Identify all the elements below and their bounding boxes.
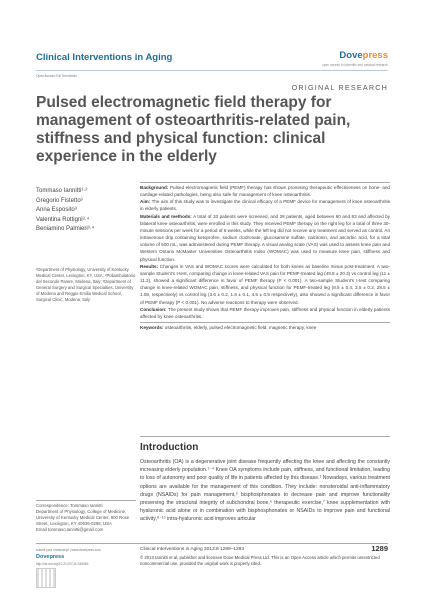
author: Valentina Rottigni³·⁴ bbox=[36, 216, 90, 223]
background-label: Background: bbox=[140, 185, 169, 190]
doi-link[interactable]: http://dx.doi.org/10.2147/CIA.S49083 bbox=[36, 562, 89, 566]
author-list bbox=[36, 187, 136, 235]
abstract-conclusion bbox=[140, 306, 390, 320]
results-text: Changes in VAS and WOMAC scores were calculated for both knees as baseline minus post-treatment. A two-sample Student’s t-test, comparing change in knee-related VAS pain for PEMF-treated leg (49.8 ± 20.3) vs control leg (11 ± 11.3), showed a significant difference in favor of PEMF therapy (P < 0.001). A two-sample Student’s t-test comparing change in knee-related WOMAC pain, stiffness, and physical function for PEMF-treated leg (8.5 ± 0.4, 3.5 ± 0.2, 28.5 ± 1.08, respectively) vs control leg (3.6 ± 0.2, 1.6 ± 0.1, 4.5 ± 0.5 respectively), also showed a significant difference in favor of PEMF therapy (P < 0.001). No adverse reactions to therapy were observed. bbox=[140, 263, 390, 305]
dovepress-small-logo[interactable]: Dovepress bbox=[36, 554, 65, 560]
author: Gregorio Fistetto³ bbox=[36, 197, 83, 204]
introduction-text: Osteoarthritis (OA) is a degenerative joint disease frequently affecting the knee and affecting the constantly increasing elderly population.¹⁻⁴ Knee OA symptoms include pain, stiffness, and functional limitation, leading to loss of autonomy and poor quality of life in patients affected by this disease.¹ Nowadays, various treatment options are available for the management of this condition. They include: nonsteroidal anti-inflammatory drugs (NSAIDs) for pain management,⁵ bisphosphonates to decrease pain and improve functionality preserving the structural integrity of subchondral bone,⁶ therapeutic exercise,⁷ knee supplementation with hyaluronic acid alone or in combination with bisphosphonates or NSAIDs to improve pain and functional activity,⁸⁻¹⁰ intra-hyaluronic acid improves articular bbox=[140, 459, 390, 523]
keywords-label: Keywords: bbox=[140, 324, 164, 330]
affiliations: ¹Department of Physiology, University of Kentucky Medical Center, Lexington, KY, USA; ²Poliambulatorio del Secondo Parere, Modena, Italy; ³Department of General Surgery and Surgical Specialties, University of Modena and Reggio Emilia Medical School, Surgical Clinic, Modena, Italy bbox=[36, 267, 136, 302]
results-label: Results: bbox=[140, 263, 159, 269]
introduction-heading: Introduction bbox=[140, 442, 199, 453]
author: Beniamino Palmieri³·⁴ bbox=[36, 226, 95, 233]
correspondence: Correspondence: Tommaso Iannitti Department of Physiology, College of Medicine, University of Kentucky Medical Center, 800 Rose Street, Lexington, KY 40536-0298, USA Email tommaso.iannitti@gmail.com bbox=[36, 503, 130, 533]
abstract bbox=[140, 184, 390, 331]
article-title: Pulsed electromagnetic field therapy for management of osteoarthritis-related pain, stiffness and physical function: clinical experience in the elderly bbox=[36, 94, 351, 165]
publisher-tagline: open access to scientific and medical research bbox=[322, 63, 388, 67]
author: Anna Esposito³ bbox=[36, 207, 77, 214]
author: Tommaso Iannitti¹·² bbox=[36, 188, 88, 194]
aim-label: Aim: bbox=[140, 199, 151, 205]
logo-press: press bbox=[362, 50, 388, 61]
conclusion-label: Conclusion: bbox=[140, 306, 167, 312]
abstract-methods bbox=[140, 213, 390, 263]
article-type: ORIGINAL RESEARCH bbox=[291, 83, 388, 92]
logo-dove: Dove bbox=[339, 50, 363, 61]
footer-divider bbox=[36, 543, 388, 544]
abstract-aim bbox=[140, 198, 390, 212]
abstract-top-rule bbox=[140, 182, 390, 183]
open-access-label: Open Access Full Text Article bbox=[36, 74, 78, 78]
footer-journal-citation: Clinical Interventions in Aging 2013:8 1289–1293 bbox=[140, 547, 245, 552]
methods-label: Materials and methods: bbox=[140, 213, 192, 219]
abstract-keywords bbox=[140, 322, 390, 331]
publisher-logo[interactable] bbox=[339, 50, 388, 61]
header-divider bbox=[36, 70, 388, 71]
page-number: 1289 bbox=[371, 544, 388, 553]
journal-name: Clinical Interventions in Aging bbox=[36, 52, 173, 63]
submit-link[interactable]: submit your manuscript | www.dovepress.com bbox=[36, 548, 101, 552]
aim-text: The aim of this study was to investigate the clinical efficacy of a PEMF device for management of knee osteoarthritis in elderly patients. bbox=[140, 199, 391, 212]
qr-code bbox=[36, 568, 56, 588]
correspondence-rule bbox=[36, 500, 136, 501]
methods-text: A total of 33 patients were screened, and 28 patients, aged between 60 and 83 and affected by bilateral knee osteoarthritis, were enrolled in this study. They received PEMF therapy on the right leg for a total of three 30-minute sessions per week for a period of 6 weeks, while the left leg did not receive any treatment and served as control. An intravenous drip containing ketoprofen, sodium clodronate, glucosamine sulfate, calcitonin, and ascorbic acid, for a total volume of 500 mL, was administered during PEMF therapy. A visual analog scale (VAS) was used to assess knee pain and Western Ontario McMaster Universities Osteoarthritis Index (WOMAC) was used to measure knee pain, stiffness and physical function. bbox=[140, 213, 391, 262]
keywords-text: osteoarthritis, elderly, pulsed electromagnetic field, magnetic therapy, knee bbox=[164, 324, 317, 330]
abstract-results bbox=[140, 263, 390, 306]
footer-copyright: © 2013 Iannitti et al, publisher and licensee Dove Medical Press Ltd. This is an Open Access article which permits unrestricted noncommercial use, provided the original work is properly cited. bbox=[140, 555, 380, 566]
abstract-bottom-rule bbox=[140, 436, 390, 437]
conclusion-text: The present study shows that PEMF therapy improves pain, stiffness and physical function in elderly patients affected by knee osteoarthritis. bbox=[140, 306, 390, 319]
abstract-background bbox=[140, 184, 390, 198]
background-text: Pulsed electromagnetic field (PEMF) therapy has shown promising therapeutic effectiveness on bone- and cartilage-related pathologies, being also safe for management of knee osteoarthritis. bbox=[140, 185, 390, 198]
